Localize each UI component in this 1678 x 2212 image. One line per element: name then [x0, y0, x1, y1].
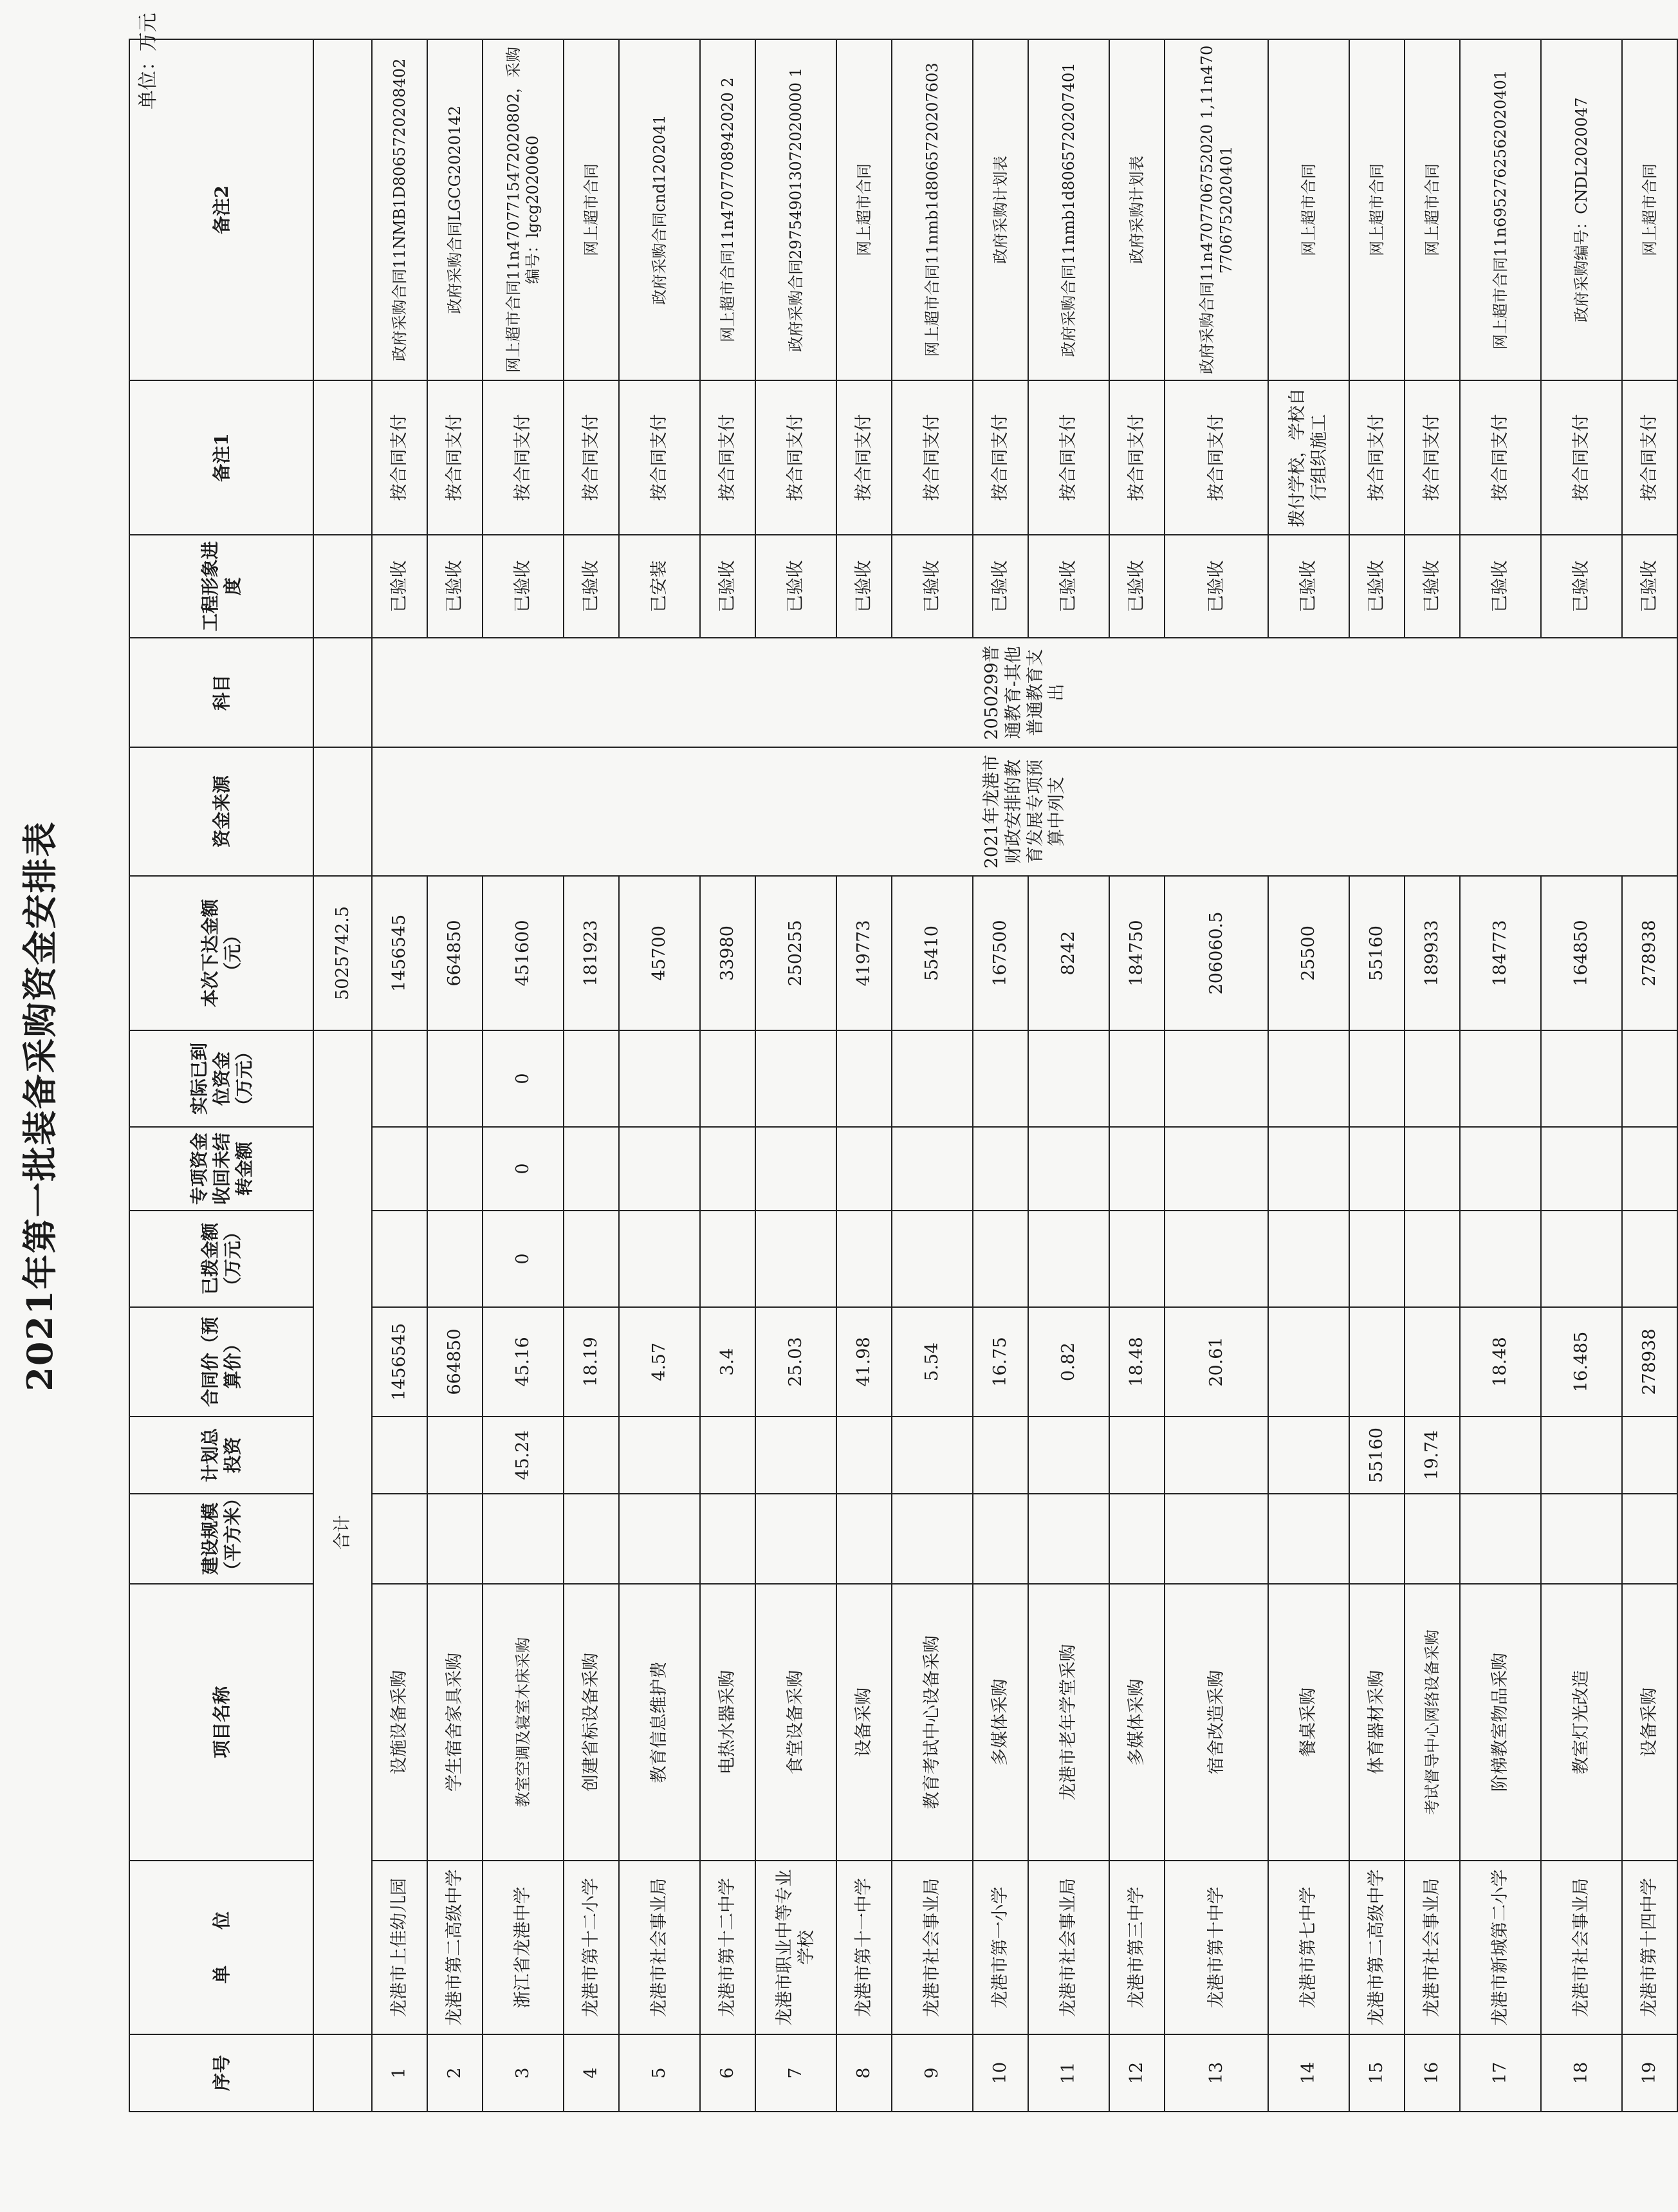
cell-amount: 8242 — [1028, 876, 1109, 1030]
cell-remark1: 按合同支付 — [619, 380, 700, 535]
cell-plan: 45.24 — [483, 1417, 564, 1494]
cell-unit: 浙江省龙港中学 — [483, 1861, 564, 2034]
cell-contract: 18.19 — [564, 1307, 619, 1417]
cell-remark2: 政府采购计划表 — [1109, 39, 1165, 380]
header-seq: 序号 — [129, 2034, 313, 2112]
cell-plan — [836, 1417, 892, 1494]
cell-project: 宿舍改造采购 — [1165, 1584, 1268, 1861]
cell-plan — [1109, 1417, 1165, 1494]
cell-allocated: 0 — [483, 1211, 564, 1307]
cell-arrived — [973, 1030, 1028, 1127]
cell-remark1: 按合同支付 — [564, 380, 619, 535]
total-remark2 — [313, 39, 372, 380]
header-subject: 科目 — [129, 638, 313, 747]
cell-remark1: 按合同支付 — [1405, 380, 1460, 535]
cell-amount: 451600 — [483, 876, 564, 1030]
table-row — [427, 39, 483, 2112]
cell-plan — [892, 1417, 973, 1494]
cell-progress: 已验收 — [1028, 535, 1109, 638]
cell-contract: 25.03 — [755, 1307, 836, 1417]
cell-contract: 1456545 — [372, 1307, 427, 1417]
cell-project: 学生宿舍家具采购 — [427, 1584, 483, 1861]
total-subject — [313, 638, 372, 747]
cell-remark2: 网上超市合同 — [836, 39, 892, 380]
cell-unit: 龙港市第二高级中学 — [1349, 1861, 1405, 2034]
cell-amount: 664850 — [427, 876, 483, 1030]
cell-remark1: 按合同支付 — [892, 380, 973, 535]
cell-progress: 已安装 — [619, 535, 700, 638]
cell-scale — [1405, 1494, 1460, 1584]
cell-allocated — [1109, 1211, 1165, 1307]
cell-unit: 龙港市第二高级中学 — [427, 1861, 483, 2034]
cell-recovered — [836, 1127, 892, 1211]
cell-seq: 9 — [892, 2034, 973, 2112]
cell-remark2: 网上超市合同 — [1405, 39, 1460, 380]
cell-remark1: 按合同支付 — [755, 380, 836, 535]
cell-remark2: 网上超市合同 — [1268, 39, 1349, 380]
cell-scale — [372, 1494, 427, 1584]
cell-contract: 18.48 — [1460, 1307, 1541, 1417]
cell-unit: 龙港市社会事业局 — [1405, 1861, 1460, 2034]
cell-contract: 18.48 — [1109, 1307, 1165, 1417]
cell-remark1: 按合同支付 — [973, 380, 1028, 535]
cell-unit: 龙港市第十四中学 — [1622, 1861, 1677, 2034]
cell-recovered — [1268, 1127, 1349, 1211]
cell-progress: 已验收 — [1405, 535, 1460, 638]
cell-plan — [755, 1417, 836, 1494]
cell-remark2: 网上超市合同 — [1622, 39, 1677, 380]
cell-plan — [1165, 1417, 1268, 1494]
table-row — [483, 39, 564, 2112]
cell-remark1: 按合同支付 — [836, 380, 892, 535]
cell-amount: 278938 — [1622, 876, 1677, 1030]
cell-plan — [1622, 1417, 1677, 1494]
cell-recovered — [564, 1127, 619, 1211]
cell-progress: 已验收 — [836, 535, 892, 638]
cell-unit: 龙港市社会事业局 — [1028, 1861, 1109, 2034]
cell-unit: 龙港市社会事业局 — [619, 1861, 700, 2034]
cell-project: 多媒体采购 — [1109, 1584, 1165, 1861]
cell-scale — [892, 1494, 973, 1584]
cell-plan — [427, 1417, 483, 1494]
cell-unit: 龙港市第十中学 — [1165, 1861, 1268, 2034]
cell-unit: 龙港市第十二中学 — [700, 1861, 755, 2034]
header-remark1: 备注1 — [129, 380, 313, 535]
funding-table — [129, 39, 1678, 2112]
cell-recovered — [1405, 1127, 1460, 1211]
cell-remark2: 网上超市合同11nmb1d8065720207603 — [892, 39, 973, 380]
table-body — [313, 39, 1677, 2112]
cell-seq: 10 — [973, 2034, 1028, 2112]
cell-remark2: 网上超市合同11n4707715472020802，采购编号：lgcg2020060 — [483, 39, 564, 380]
cell-project: 体育器材采购 — [1349, 1584, 1405, 1861]
cell-recovered — [427, 1127, 483, 1211]
cell-project: 电热水器采购 — [700, 1584, 755, 1861]
table-row — [1109, 39, 1165, 2112]
cell-remark2: 网上超市合同11n4707708942020 2 — [700, 39, 755, 380]
cell-contract: 16.485 — [1541, 1307, 1622, 1417]
cell-plan — [1028, 1417, 1109, 1494]
table-row — [1349, 39, 1405, 2112]
cell-seq: 12 — [1109, 2034, 1165, 2112]
cell-arrived — [700, 1030, 755, 1127]
cell-remark2: 政府采购编号：CNDL2020047 — [1541, 39, 1622, 380]
cell-project: 教室空调及寝室木床采购 — [483, 1584, 564, 1861]
cell-unit: 龙港市第七中学 — [1268, 1861, 1349, 2034]
cell-plan — [1541, 1417, 1622, 1494]
cell-scale — [1109, 1494, 1165, 1584]
cell-progress: 已验收 — [973, 535, 1028, 638]
cell-arrived — [755, 1030, 836, 1127]
cell-scale — [564, 1494, 619, 1584]
cell-seq: 13 — [1165, 2034, 1268, 2112]
cell-recovered — [755, 1127, 836, 1211]
cell-seq: 7 — [755, 2034, 836, 2112]
cell-progress: 已验收 — [427, 535, 483, 638]
cell-amount: 33980 — [700, 876, 755, 1030]
cell-allocated — [1405, 1211, 1460, 1307]
cell-amount: 184750 — [1109, 876, 1165, 1030]
header-remark2: 备注2 — [129, 39, 313, 380]
cell-plan — [372, 1417, 427, 1494]
cell-allocated — [700, 1211, 755, 1307]
cell-allocated — [372, 1211, 427, 1307]
cell-scale — [1028, 1494, 1109, 1584]
cell-progress: 已验收 — [1268, 535, 1349, 638]
cell-project: 教育考试中心设备采购 — [892, 1584, 973, 1861]
cell-seq: 18 — [1541, 2034, 1622, 2112]
cell-remark2: 政府采购合同297549013072020000 1 — [755, 39, 836, 380]
cell-scale — [619, 1494, 700, 1584]
cell-seq: 6 — [700, 2034, 755, 2112]
cell-project: 创建省标设备采购 — [564, 1584, 619, 1861]
cell-remark2: 网上超市合同 — [564, 39, 619, 380]
cell-progress: 已验收 — [1622, 535, 1677, 638]
cell-contract — [1405, 1307, 1460, 1417]
cell-scale — [836, 1494, 892, 1584]
cell-remark1: 按合同支付 — [1349, 380, 1405, 535]
cell-contract: 3.4 — [700, 1307, 755, 1417]
header-arrived: 实际已到位资金（万元） — [129, 1030, 313, 1127]
cell-subject: 2050299普通教育-其他普通教育支出 — [372, 638, 1677, 747]
cell-seq: 4 — [564, 2034, 619, 2112]
cell-unit: 龙港市上佳幼儿园 — [372, 1861, 427, 2034]
cell-allocated — [973, 1211, 1028, 1307]
cell-progress: 已验收 — [1165, 535, 1268, 638]
cell-amount: 45700 — [619, 876, 700, 1030]
cell-allocated — [1541, 1211, 1622, 1307]
cell-progress: 已验收 — [1109, 535, 1165, 638]
cell-plan — [1460, 1417, 1541, 1494]
cell-recovered: 0 — [483, 1127, 564, 1211]
cell-project: 食堂设备采购 — [755, 1584, 836, 1861]
header-allocated: 已拨金额（万元） — [129, 1211, 313, 1307]
cell-contract: 20.61 — [1165, 1307, 1268, 1417]
total-amount: 5025742.5 — [313, 876, 372, 1030]
cell-contract — [1268, 1307, 1349, 1417]
table-row — [755, 39, 836, 2112]
cell-plan — [700, 1417, 755, 1494]
cell-scale — [1541, 1494, 1622, 1584]
cell-arrived — [1349, 1030, 1405, 1127]
cell-progress: 已验收 — [700, 535, 755, 638]
cell-remark1: 拨付学校，学校自行组织施工 — [1268, 380, 1349, 535]
cell-progress: 已验收 — [1541, 535, 1622, 638]
cell-scale — [1622, 1494, 1677, 1584]
cell-contract: 0.82 — [1028, 1307, 1109, 1417]
total-label: 合计 — [313, 1030, 372, 2034]
cell-remark2: 网上超市合同11n6952762562020401 — [1460, 39, 1541, 380]
cell-allocated — [619, 1211, 700, 1307]
cell-seq: 16 — [1405, 2034, 1460, 2112]
cell-arrived — [892, 1030, 973, 1127]
cell-seq: 15 — [1349, 2034, 1405, 2112]
cell-unit: 龙港市新城第二小学 — [1460, 1861, 1541, 2034]
cell-recovered — [1165, 1127, 1268, 1211]
cell-remark1: 按合同支付 — [1165, 380, 1268, 535]
cell-amount: 250255 — [755, 876, 836, 1030]
cell-project: 阶梯教室物品采购 — [1460, 1584, 1541, 1861]
cell-unit: 龙港市第三中学 — [1109, 1861, 1165, 2034]
cell-scale — [973, 1494, 1028, 1584]
cell-seq: 14 — [1268, 2034, 1349, 2112]
cell-plan — [564, 1417, 619, 1494]
cell-allocated — [836, 1211, 892, 1307]
cell-remark1: 按合同支付 — [1622, 380, 1677, 535]
cell-plan — [1268, 1417, 1349, 1494]
header-plan-invest: 计划总投资 — [129, 1417, 313, 1494]
cell-arrived — [1268, 1030, 1349, 1127]
cell-contract: 16.75 — [973, 1307, 1028, 1417]
cell-recovered — [1028, 1127, 1109, 1211]
cell-seq: 3 — [483, 2034, 564, 2112]
cell-contract: 41.98 — [836, 1307, 892, 1417]
cell-seq: 19 — [1622, 2034, 1677, 2112]
cell-amount: 206060.5 — [1165, 876, 1268, 1030]
header-recovered: 专项资金收回未结转金额 — [129, 1127, 313, 1211]
cell-scale — [483, 1494, 564, 1584]
header-unit: 单 位 — [129, 1861, 313, 2034]
cell-arrived — [1405, 1030, 1460, 1127]
header-fund-source: 资金来源 — [129, 747, 313, 876]
cell-progress: 已验收 — [755, 535, 836, 638]
cell-project: 设备采购 — [1622, 1584, 1677, 1861]
cell-scale — [1268, 1494, 1349, 1584]
cell-contract — [1349, 1307, 1405, 1417]
cell-allocated — [892, 1211, 973, 1307]
cell-amount: 167500 — [973, 876, 1028, 1030]
cell-arrived — [372, 1030, 427, 1127]
cell-project: 多媒体采购 — [973, 1584, 1028, 1861]
cell-remark1: 按合同支付 — [427, 380, 483, 535]
cell-arrived — [1028, 1030, 1109, 1127]
cell-amount: 55410 — [892, 876, 973, 1030]
cell-scale — [755, 1494, 836, 1584]
cell-unit: 龙港市职业中等专业学校 — [755, 1861, 836, 2034]
cell-scale — [1349, 1494, 1405, 1584]
cell-amount: 55160 — [1349, 876, 1405, 1030]
cell-remark1: 按合同支付 — [483, 380, 564, 535]
cell-seq: 11 — [1028, 2034, 1109, 2112]
total-remark1 — [313, 380, 372, 535]
table-row — [1622, 39, 1677, 2112]
cell-recovered — [1109, 1127, 1165, 1211]
cell-plan: 55160 — [1349, 1417, 1405, 1494]
cell-contract: 4.57 — [619, 1307, 700, 1417]
cell-contract: 45.16 — [483, 1307, 564, 1417]
cell-allocated — [755, 1211, 836, 1307]
cell-plan: 19.74 — [1405, 1417, 1460, 1494]
cell-remark1: 按合同支付 — [372, 380, 427, 535]
cell-unit: 龙港市第十一中学 — [836, 1861, 892, 2034]
cell-arrived — [1109, 1030, 1165, 1127]
cell-unit: 龙港市第十二小学 — [564, 1861, 619, 2034]
cell-progress: 已验收 — [892, 535, 973, 638]
table-row — [836, 39, 892, 2112]
cell-remark2: 政府采购合同11n4707706752020 1,11n4707706752020401 — [1165, 39, 1268, 380]
cell-remark1: 按合同支付 — [1541, 380, 1622, 535]
cell-progress: 已验收 — [483, 535, 564, 638]
cell-amount: 164850 — [1541, 876, 1622, 1030]
cell-allocated — [1165, 1211, 1268, 1307]
cell-recovered — [973, 1127, 1028, 1211]
cell-amount: 419773 — [836, 876, 892, 1030]
cell-recovered — [1349, 1127, 1405, 1211]
cell-remark2: 政府采购合同11nmb1d8065720207401 — [1028, 39, 1109, 380]
cell-arrived — [836, 1030, 892, 1127]
cell-arrived — [1460, 1030, 1541, 1127]
table-row — [1165, 39, 1268, 2112]
cell-contract: 5.54 — [892, 1307, 973, 1417]
table-row — [1460, 39, 1541, 2112]
header-scale: 建设规模（平方米） — [129, 1494, 313, 1584]
cell-arrived — [564, 1030, 619, 1127]
cell-remark2: 政府采购合同cnd1202041 — [619, 39, 700, 380]
table-row — [1541, 39, 1622, 2112]
cell-project: 龙港市老年学堂采购 — [1028, 1584, 1109, 1861]
cell-remark2: 网上超市合同 — [1349, 39, 1405, 380]
cell-scale — [700, 1494, 755, 1584]
cell-arrived — [1165, 1030, 1268, 1127]
header-this-amount: 本次下达金额（元） — [129, 876, 313, 1030]
cell-plan — [619, 1417, 700, 1494]
header-progress: 工程形象进度 — [129, 535, 313, 638]
cell-contract: 278938 — [1622, 1307, 1677, 1417]
cell-arrived — [1541, 1030, 1622, 1127]
cell-remark2: 政府采购计划表 — [973, 39, 1028, 380]
cell-remark1: 按合同支付 — [1028, 380, 1109, 535]
cell-amount: 181923 — [564, 876, 619, 1030]
cell-project: 设施设备采购 — [372, 1584, 427, 1861]
cell-arrived — [619, 1030, 700, 1127]
total-fund-source — [313, 747, 372, 876]
cell-allocated — [1028, 1211, 1109, 1307]
cell-allocated — [564, 1211, 619, 1307]
cell-allocated — [1268, 1211, 1349, 1307]
cell-amount: 1456545 — [372, 876, 427, 1030]
cell-scale — [427, 1494, 483, 1584]
cell-recovered — [372, 1127, 427, 1211]
cell-recovered — [1541, 1127, 1622, 1211]
cell-seq: 17 — [1460, 2034, 1541, 2112]
unit-label: 单位：万元 — [137, 13, 160, 109]
cell-fund-source: 2021年龙港市财政安排的教育发展专项预算中列支 — [372, 747, 1677, 876]
table-row — [973, 39, 1028, 2112]
cell-allocated — [427, 1211, 483, 1307]
cell-plan — [973, 1417, 1028, 1494]
cell-amount: 189933 — [1405, 876, 1460, 1030]
cell-progress: 已验收 — [1460, 535, 1541, 638]
table-row — [1268, 39, 1349, 2112]
cell-remark1: 按合同支付 — [1109, 380, 1165, 535]
table-row — [700, 39, 755, 2112]
table-row — [619, 39, 700, 2112]
cell-seq: 2 — [427, 2034, 483, 2112]
cell-progress: 已验收 — [1349, 535, 1405, 638]
table-row — [1405, 39, 1460, 2112]
cell-unit: 龙港市社会事业局 — [1541, 1861, 1622, 2034]
cell-recovered — [1460, 1127, 1541, 1211]
table-row — [564, 39, 619, 2112]
cell-amount: 184773 — [1460, 876, 1541, 1030]
cell-scale — [1460, 1494, 1541, 1584]
cell-scale — [1165, 1494, 1268, 1584]
cell-recovered — [892, 1127, 973, 1211]
table-row — [372, 39, 427, 2112]
table-row — [892, 39, 973, 2112]
cell-project: 教育信息维护费 — [619, 1584, 700, 1861]
header-project: 项目名称 — [129, 1584, 313, 1861]
cell-progress: 已验收 — [372, 535, 427, 638]
cell-project: 设备采购 — [836, 1584, 892, 1861]
cell-seq: 1 — [372, 2034, 427, 2112]
header-contract-price: 合同价（预算价） — [129, 1307, 313, 1417]
total-row — [313, 39, 372, 2112]
cell-progress: 已验收 — [564, 535, 619, 638]
cell-remark2: 政府采购合同LGCG2020142 — [427, 39, 483, 380]
cell-arrived — [427, 1030, 483, 1127]
cell-remark1: 按合同支付 — [1460, 380, 1541, 535]
cell-remark2: 政府采购合同11NMB1D8065720208402 — [372, 39, 427, 380]
header-row — [129, 39, 313, 2112]
cell-allocated — [1460, 1211, 1541, 1307]
page-title: 2021年第一批装备采购资金安排表 — [19, 821, 60, 1391]
cell-project: 餐桌采购 — [1268, 1584, 1349, 1861]
cell-amount: 25500 — [1268, 876, 1349, 1030]
total-progress — [313, 535, 372, 638]
cell-contract: 664850 — [427, 1307, 483, 1417]
cell-unit: 龙港市第一小学 — [973, 1861, 1028, 2034]
cell-remark1: 按合同支付 — [700, 380, 755, 535]
cell-allocated — [1622, 1211, 1677, 1307]
total-seq — [313, 2034, 372, 2112]
cell-seq: 8 — [836, 2034, 892, 2112]
cell-unit: 龙港市社会事业局 — [892, 1861, 973, 2034]
cell-recovered — [1622, 1127, 1677, 1211]
cell-seq: 5 — [619, 2034, 700, 2112]
cell-allocated — [1349, 1211, 1405, 1307]
cell-recovered — [700, 1127, 755, 1211]
cell-project: 考试督导中心网络设备采购 — [1405, 1584, 1460, 1861]
cell-project: 教室灯光改造 — [1541, 1584, 1622, 1861]
cell-arrived: 0 — [483, 1030, 564, 1127]
cell-recovered — [619, 1127, 700, 1211]
cell-arrived — [1622, 1030, 1677, 1127]
table-row — [1028, 39, 1109, 2112]
